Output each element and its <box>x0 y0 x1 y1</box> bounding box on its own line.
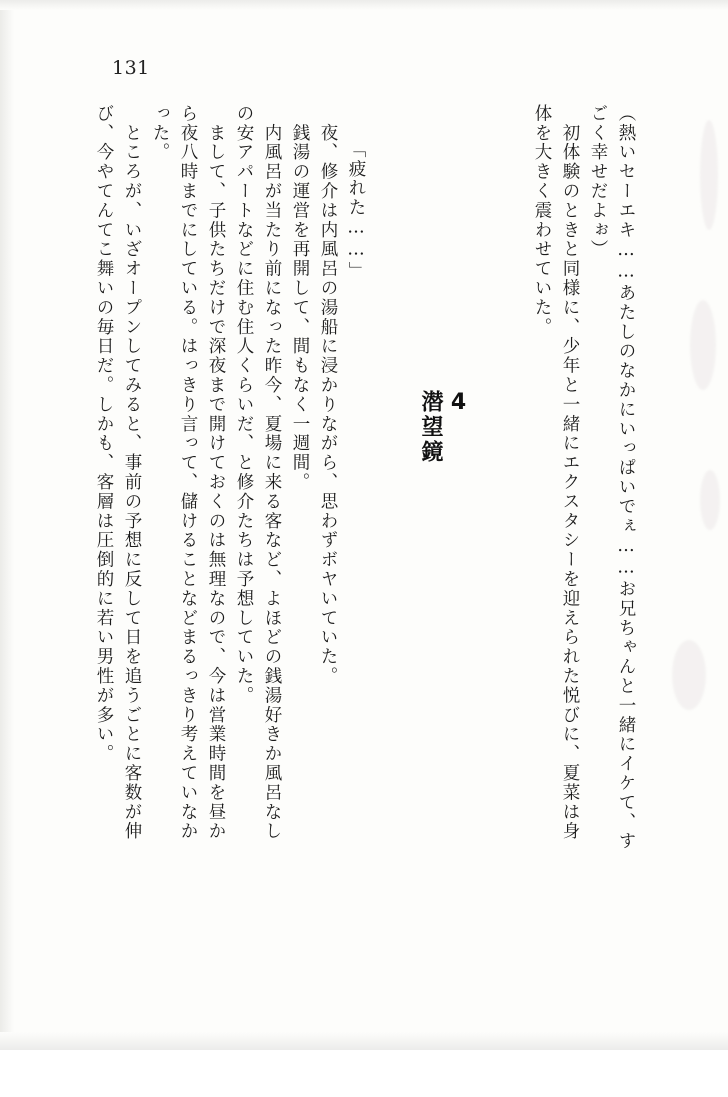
paper-edge-bottom <box>0 1032 728 1050</box>
paper-smudge <box>672 640 706 710</box>
text-column: び、今やてんてこ舞いの毎日だ。しかも、客層は圧倒的に若い男性が多い。 <box>94 104 114 764</box>
text-column: （熱いセーエキ……あたしのなかにいっぱいでぇ……お兄ちゃんと一緒にイケて、す <box>616 104 636 852</box>
text-column: まして、子供たちだけで深夜まで開けておくのは無理なので、今は営業時間を昼か <box>206 104 226 842</box>
paper-edge-left <box>0 0 14 1050</box>
text-column: 銭湯の運営を再開して、間もなく一週間。 <box>290 104 310 492</box>
text-column: ら夜八時までにしている。はっきり言って、儲けることなどまるっきり考えていなか <box>178 104 198 842</box>
page-number: 131 <box>112 57 150 79</box>
text-column: ごく幸せだよぉ） <box>588 104 608 260</box>
text-column: ところが、いざオープンしてみると、事前の予想に反して日を追うごとに客数が伸 <box>122 104 142 842</box>
paper-smudge <box>700 120 718 230</box>
text-column: った。 <box>150 104 170 163</box>
paper-smudge <box>700 470 720 530</box>
chapter-title: 潜望鏡 <box>418 390 443 465</box>
text-column: 内風呂が当たり前になった昨今、夏場に来る客など、よほどの銭湯好きか風呂なし <box>262 104 282 842</box>
text-column: 初体験のときと同様に、少年と一緒にエクスタシーを迎えられた悦びに、夏菜は身 <box>560 104 580 842</box>
text-column: 夜、修介は内風呂の湯船に浸かりながら、思わずボヤいていた。 <box>318 104 338 686</box>
chapter-heading <box>390 104 496 1097</box>
text-column: 「疲れた……」 <box>346 140 366 281</box>
chapter-number: 4 <box>446 390 471 418</box>
paper-edge-top <box>0 0 728 10</box>
paper-smudge <box>690 300 716 390</box>
text-column: の安アパートなどに住む住人くらいだ、と修介たちは予想していた。 <box>234 104 254 706</box>
column-gap <box>496 104 522 979</box>
text-column: 体を大きく震わせていた。 <box>532 104 552 337</box>
vertical-text-block <box>84 104 634 979</box>
